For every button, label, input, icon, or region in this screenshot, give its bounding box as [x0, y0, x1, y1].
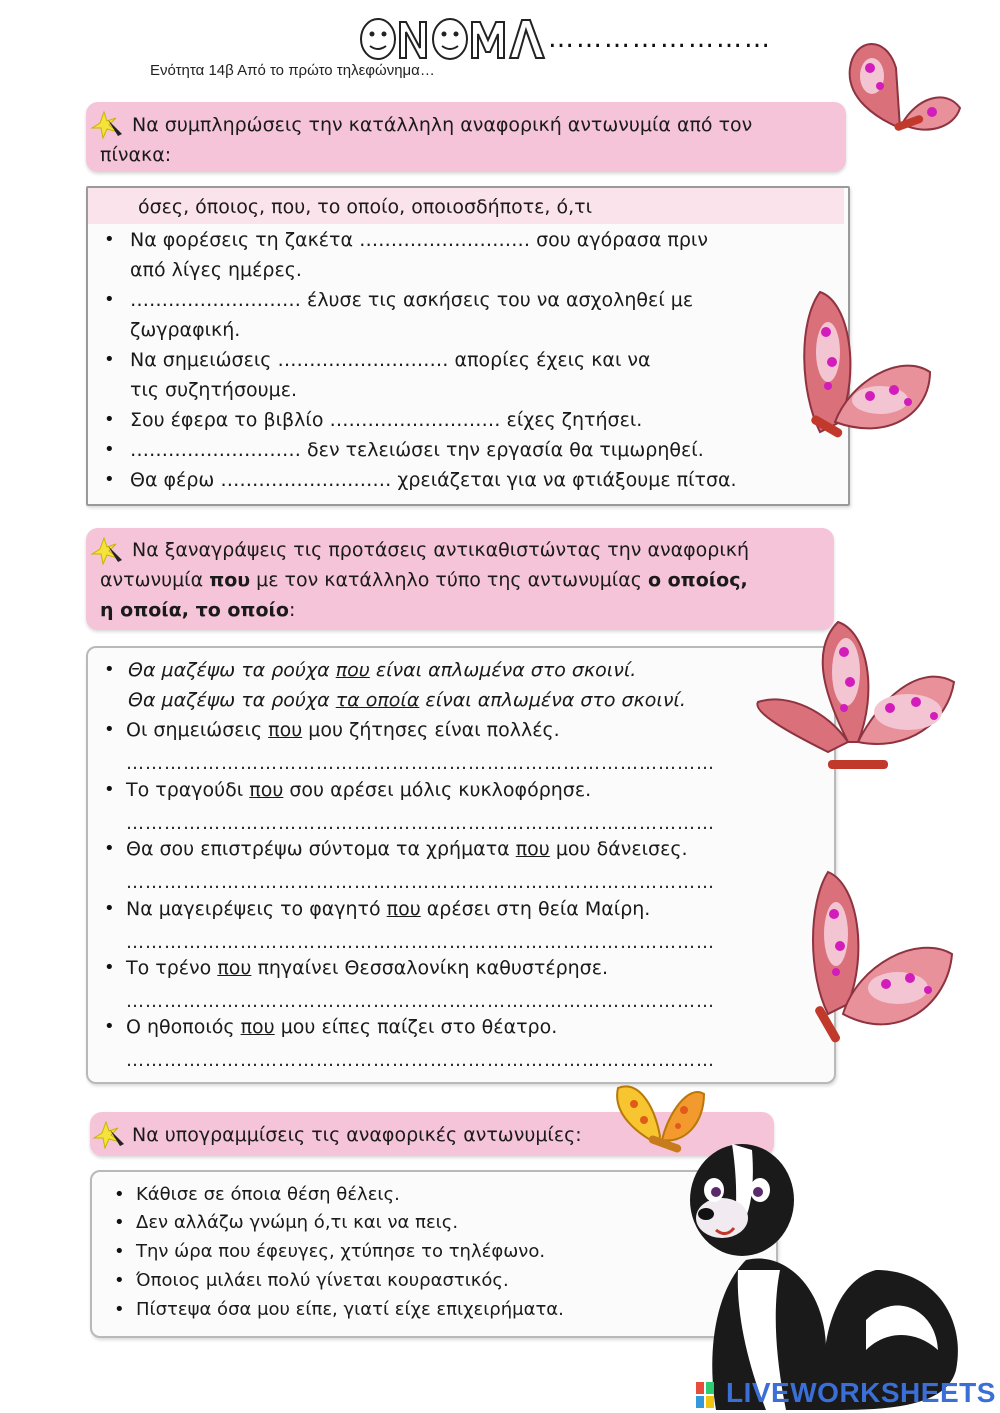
bullet: •	[114, 1270, 125, 1291]
list-item-text: Οι σημειώσεις που μου ζήτησες είναι πολλές.	[126, 719, 560, 741]
answer-blank[interactable]: ………………………	[329, 409, 501, 431]
bullet: •	[104, 779, 115, 800]
list-item-text: Θα φέρω ……………………… χρειάζεται για να φτιάξουμε πίτσα.	[130, 469, 737, 491]
bullet: •	[104, 1016, 115, 1037]
sparkle-pointer-icon	[90, 536, 124, 566]
answer-line[interactable]: …………………………………………………………………………………	[126, 814, 715, 834]
name-blank-line[interactable]: ……………………	[548, 24, 772, 54]
word-bank-text: όσες, όποιος, που, το οποίο, οποιοσδήποτε, ό,τι	[138, 196, 593, 218]
bullet: •	[114, 1241, 125, 1262]
list-item-text: Το τρένο που πηγαίνει Θεσσαλονίκη καθυστέρησε.	[126, 957, 609, 979]
instruction-2-line3: η οποία, το οποίο:	[100, 599, 296, 621]
list-item-text: Σου έφερα το βιβλίο ……………………… είχες ζητήσει.	[130, 409, 643, 431]
unit-subtitle: Ενότητα 14β Από το πρώτο τηλεφώνημα…	[150, 62, 435, 79]
underline-sentence[interactable]: Κάθισε σε όποια θέση θέλεις.	[136, 1184, 400, 1205]
underline-sentence[interactable]: Δεν αλλάζω γνώμη ό,τι και να πεις.	[136, 1212, 459, 1233]
answer-blank[interactable]: ………………………	[130, 439, 301, 461]
butterfly-icon	[798, 864, 958, 1080]
skunk-character-image	[676, 1120, 966, 1410]
onoma-title-logo	[358, 14, 548, 64]
instruction-2-line2: αντωνυμία που με τον κατάλληλο τύπο της αντωνυμίας ο οποίος,	[100, 569, 748, 591]
answer-line[interactable]: …………………………………………………………………………………	[126, 1051, 715, 1071]
butterfly-icon	[836, 28, 964, 140]
instruction-2-line1: Να ξαναγράψεις τις προτάσεις αντικαθιστώντας την αναφορική	[132, 539, 749, 561]
answer-line[interactable]: …………………………………………………………………………………	[126, 933, 715, 953]
answer-blank[interactable]: ………………………	[359, 229, 531, 251]
list-item-text: ……………………… έλυσε τις ασκήσεις του να ασχοληθεί με	[130, 289, 694, 311]
underline-sentence[interactable]: Όποιος μιλάει πολύ γίνεται κουραστικός.	[136, 1270, 509, 1291]
list-item-text: ……………………… δεν τελειώσει την εργασία θα τιμωρηθεί.	[130, 439, 704, 461]
liveworksheets-watermark[interactable]: LIVEWORKSHEETS	[726, 1377, 996, 1408]
liveworksheets-logo-icon	[696, 1382, 724, 1408]
bullet: •	[104, 349, 115, 370]
butterfly-icon	[748, 612, 962, 778]
list-item-text: Θα σου επιστρέψω σύντομα τα χρήματα που μου δάνεισες.	[126, 838, 688, 860]
bullet: •	[104, 957, 115, 978]
example-sentence: Θα μαζέψω τα ρούχα που είναι απλωμένα στο σκοινί.	[128, 659, 637, 681]
answer-line[interactable]: …………………………………………………………………………………	[126, 992, 715, 1012]
answer-blank[interactable]: ………………………	[130, 289, 301, 311]
bullet: •	[104, 469, 115, 490]
list-item-text: Να μαγειρέψεις το φαγητό που αρέσει στη θεία Μαίρη.	[126, 898, 651, 920]
bullet: •	[104, 229, 115, 250]
answer-line[interactable]: …………………………………………………………………………………	[126, 873, 715, 893]
list-item-text: Να σημειώσεις ……………………… απορίες έχεις και να	[130, 349, 651, 371]
bullet: •	[104, 659, 115, 680]
bullet: •	[104, 898, 115, 919]
answer-line[interactable]: …………………………………………………………………………………	[126, 754, 715, 774]
instruction-3: Να υπογραμμίσεις τις αναφορικές αντωνυμίες:	[132, 1124, 582, 1146]
list-item-text: Να φορέσεις τη ζακέτα ……………………… σου αγόρασα πριν	[130, 229, 708, 251]
example-answer: Θα μαζέψω τα ρούχα τα οποία είναι απλωμένα στο σκοινί.	[128, 689, 686, 711]
butterfly-icon	[780, 282, 940, 472]
list-item-text: Ο ηθοποιός που μου είπες παίζει στο θέατρο.	[126, 1016, 558, 1038]
instruction-1-line1: Να συμπληρώσεις την κατάλληλη αναφορική αντωνυμία από τον	[132, 114, 753, 136]
sparkle-pointer-icon	[92, 1120, 126, 1150]
sparkle-pointer-icon	[90, 110, 124, 140]
bullet: •	[114, 1184, 125, 1205]
bullet: •	[114, 1212, 125, 1233]
list-item-text: από λίγες ημέρες.	[130, 259, 302, 281]
bullet: •	[104, 838, 115, 859]
answer-blank[interactable]: ………………………	[220, 469, 392, 491]
bullet: •	[104, 409, 115, 430]
bullet: •	[104, 289, 115, 310]
answer-blank[interactable]: ………………………	[277, 349, 449, 371]
list-item-text: ζωγραφική.	[130, 319, 241, 341]
bullet: •	[104, 719, 115, 740]
list-item-text: τις συζητήσουμε.	[130, 379, 298, 401]
underline-sentence[interactable]: Πίστεψα όσα μου είπε, γιατί είχε επιχειρήματα.	[136, 1299, 564, 1320]
underline-sentence[interactable]: Την ώρα που έφευγες, χτύπησε το τηλέφωνο.	[136, 1241, 546, 1262]
bullet: •	[104, 439, 115, 460]
bullet: •	[114, 1299, 125, 1320]
list-item-text: Το τραγούδι που σου αρέσει μόλις κυκλοφόρησε.	[126, 779, 592, 801]
instruction-1-line2: πίνακα:	[100, 144, 172, 166]
